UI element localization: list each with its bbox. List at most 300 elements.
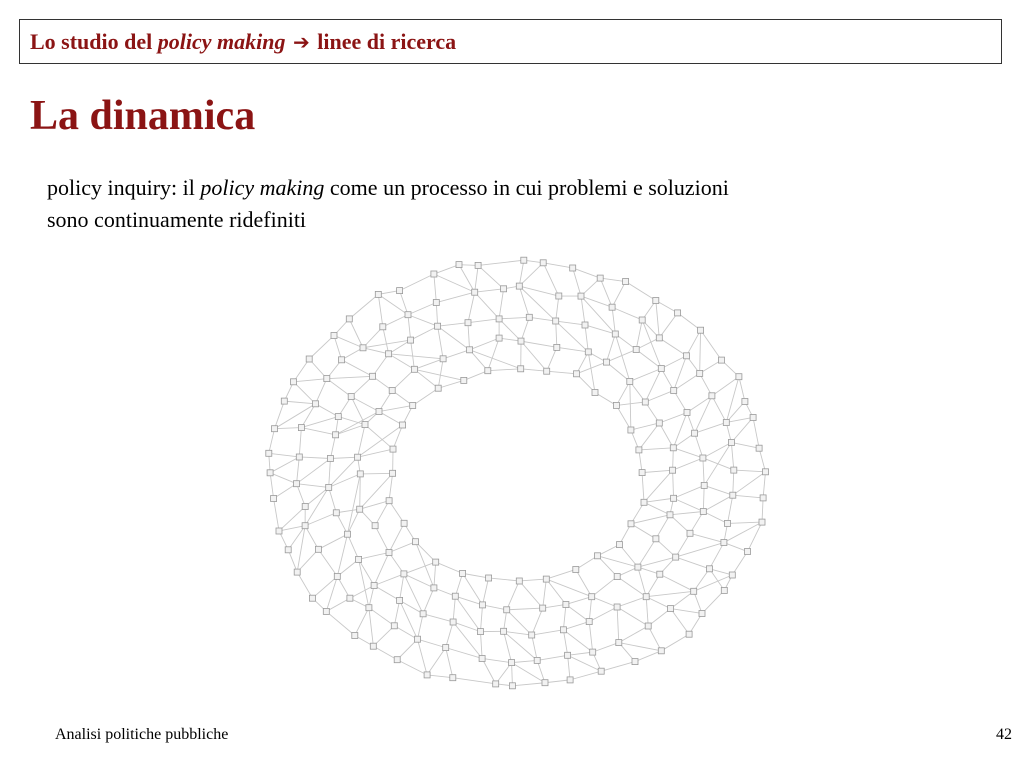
network-edge	[274, 499, 279, 531]
network-node	[578, 293, 584, 299]
network-edge	[418, 639, 428, 675]
network-node	[614, 574, 620, 580]
network-edge	[349, 294, 378, 319]
network-node	[699, 611, 705, 617]
footer-course-name: Analisi politiche pubbliche	[55, 726, 229, 743]
network-edge	[644, 470, 673, 502]
network-node	[294, 569, 300, 575]
network-edge	[573, 268, 581, 296]
body-line1-pre: policy inquiry: il	[47, 175, 195, 200]
network-edge	[483, 605, 507, 610]
network-edge	[350, 586, 374, 599]
network-node	[635, 564, 641, 570]
network-node	[424, 672, 430, 678]
network-edge	[348, 509, 360, 534]
network-node	[609, 304, 615, 310]
network-edge	[330, 457, 357, 458]
network-edge	[438, 326, 443, 359]
network-edge	[436, 562, 463, 573]
network-node	[540, 260, 546, 266]
network-node	[315, 546, 321, 552]
network-edge	[334, 335, 342, 359]
network-node	[386, 498, 392, 504]
network-edge	[612, 307, 615, 334]
network-edge	[703, 442, 731, 457]
network-node	[617, 542, 623, 548]
network-edge	[733, 472, 766, 495]
network-node	[408, 337, 414, 343]
network-edge	[270, 473, 296, 484]
network-edge	[674, 373, 700, 390]
network-node	[440, 356, 446, 362]
network-node	[653, 298, 659, 304]
network-edge	[701, 330, 722, 360]
network-edge	[297, 484, 329, 488]
network-node	[302, 504, 308, 510]
network-edge	[671, 609, 689, 635]
network-edge	[443, 350, 469, 359]
network-node	[339, 357, 345, 363]
network-edge	[702, 590, 724, 613]
network-edge	[337, 534, 347, 576]
network-edge	[556, 321, 585, 325]
network-edge	[363, 348, 389, 354]
network-node	[397, 288, 403, 294]
network-edge	[305, 487, 328, 506]
network-edge	[468, 292, 475, 323]
network-edge	[673, 458, 703, 470]
network-node	[326, 484, 332, 490]
network-edge	[434, 562, 436, 588]
network-node	[302, 523, 308, 529]
network-edge	[563, 604, 566, 629]
network-edge	[315, 379, 326, 404]
network-node	[333, 510, 339, 516]
network-edge	[734, 470, 766, 472]
network-node	[573, 567, 579, 573]
network-node	[372, 523, 378, 529]
network-node	[431, 585, 437, 591]
network-edge	[434, 274, 475, 292]
network-node	[401, 571, 407, 577]
network-node	[670, 445, 676, 451]
network-edge	[753, 417, 759, 448]
network-node	[723, 420, 729, 426]
network-node	[554, 344, 560, 350]
network-edge	[731, 442, 759, 448]
network-edge	[389, 542, 416, 553]
network-node	[560, 627, 566, 633]
network-node	[306, 356, 312, 362]
network-edge	[374, 586, 400, 601]
network-edge	[612, 307, 642, 320]
network-edge	[297, 572, 312, 598]
network-edge	[453, 678, 496, 684]
network-node	[386, 550, 392, 556]
network-node	[721, 587, 727, 593]
network-node	[670, 467, 676, 473]
network-node	[544, 368, 550, 374]
network-edge	[342, 360, 373, 377]
network-edge	[606, 362, 629, 381]
network-edge	[646, 597, 670, 609]
network-node	[346, 316, 352, 322]
network-node	[376, 409, 382, 415]
network-node	[348, 394, 354, 400]
network-edge	[521, 341, 557, 347]
network-node	[623, 279, 629, 285]
network-node	[701, 482, 707, 488]
network-edge	[305, 526, 318, 550]
network-edge	[305, 513, 336, 526]
network-node	[645, 623, 651, 629]
network-edge	[521, 341, 547, 371]
network-edge	[400, 274, 434, 291]
network-edge	[748, 522, 762, 551]
network-edge	[570, 671, 601, 680]
network-edge	[408, 315, 438, 326]
network-node	[411, 366, 417, 372]
network-edge	[468, 319, 499, 323]
network-node	[405, 312, 411, 318]
network-node	[658, 648, 664, 654]
network-node	[355, 454, 361, 460]
network-node	[475, 262, 481, 268]
network-edge	[724, 543, 748, 552]
network-edge	[673, 448, 703, 458]
network-node	[435, 323, 441, 329]
network-edge	[762, 498, 763, 522]
network-node	[516, 578, 522, 584]
network-edge	[488, 338, 499, 371]
network-edge	[305, 487, 329, 525]
network-node	[518, 338, 524, 344]
network-edge	[329, 474, 361, 487]
network-node	[731, 467, 737, 473]
network-node	[687, 530, 693, 536]
network-edge	[360, 473, 392, 474]
network-edge	[566, 604, 589, 621]
network-edge	[636, 320, 642, 350]
network-node	[756, 445, 762, 451]
network-edge	[659, 313, 677, 338]
network-edge	[378, 294, 408, 314]
network-edge	[695, 433, 703, 458]
network-node	[472, 289, 478, 295]
network-edge	[673, 470, 674, 498]
body-text	[47, 172, 967, 236]
network-edge	[642, 473, 644, 503]
network-edge	[418, 639, 446, 647]
page-number: 42	[996, 726, 1012, 743]
network-edge	[616, 405, 630, 430]
slide-header	[19, 19, 1002, 64]
network-node	[465, 320, 471, 326]
network-node	[750, 415, 756, 421]
network-edge	[507, 608, 543, 610]
network-node	[534, 657, 540, 663]
network-edge	[568, 655, 570, 680]
network-edge	[660, 574, 694, 591]
network-node	[700, 509, 706, 515]
network-edge	[589, 607, 617, 622]
network-node	[729, 572, 735, 578]
network-edge	[475, 292, 499, 319]
network-node	[501, 628, 507, 634]
network-edge	[635, 651, 661, 662]
network-node	[324, 376, 330, 382]
network-node	[574, 371, 580, 377]
network-edge	[674, 498, 704, 511]
network-node	[334, 573, 340, 579]
network-edge	[427, 648, 446, 675]
network-edge	[400, 600, 418, 639]
network-edge	[455, 596, 482, 605]
header-italic: policy making	[157, 29, 286, 54]
network-node	[728, 440, 734, 446]
network-node	[686, 631, 692, 637]
network-node	[496, 316, 502, 322]
network-edge	[297, 484, 306, 507]
network-edge	[379, 405, 413, 411]
network-edge	[656, 515, 670, 539]
network-edge	[700, 330, 701, 373]
network-edge	[568, 655, 602, 671]
network-node	[276, 528, 282, 534]
network-edge	[703, 495, 732, 511]
network-edge	[563, 622, 589, 630]
network-node	[362, 422, 368, 428]
network-edge	[731, 442, 733, 470]
network-edge	[631, 515, 670, 524]
body-line2: sono continuamente ridefiniti	[47, 207, 307, 232]
network-node	[719, 357, 725, 363]
network-edge	[600, 278, 625, 281]
network-edge	[389, 354, 443, 359]
network-node	[460, 570, 466, 576]
network-node	[327, 456, 333, 462]
network-edge	[438, 323, 468, 326]
network-edge	[404, 562, 436, 574]
network-node	[627, 378, 633, 384]
network-edge	[269, 453, 299, 457]
network-node	[480, 602, 486, 608]
network-edge	[329, 459, 331, 488]
network-node	[478, 629, 484, 635]
network-node	[658, 366, 664, 372]
network-node	[485, 368, 491, 374]
network-node	[759, 519, 765, 525]
network-node	[763, 469, 769, 475]
network-node	[380, 324, 386, 330]
network-edge	[521, 369, 547, 371]
network-edge	[327, 376, 373, 378]
network-node	[526, 314, 532, 320]
arrow-right-icon: ➔	[292, 30, 310, 54]
network-edge	[504, 631, 512, 662]
network-edge	[763, 472, 765, 498]
network-node	[370, 643, 376, 649]
network-edge	[297, 459, 331, 484]
network-node	[633, 347, 639, 353]
network-node	[543, 576, 549, 582]
network-edge	[294, 379, 327, 382]
network-edge	[512, 663, 513, 686]
network-edge	[375, 526, 389, 553]
network-edge	[414, 359, 443, 369]
network-edge	[661, 634, 689, 651]
network-node	[400, 422, 406, 428]
header-suffix: linee di ricerca	[317, 29, 457, 54]
network-edge	[294, 359, 310, 382]
network-node	[684, 410, 690, 416]
network-node	[516, 283, 522, 289]
network-node	[401, 520, 407, 526]
network-edge	[616, 381, 629, 405]
network-node	[352, 633, 358, 639]
network-edge	[463, 573, 489, 578]
network-edge	[676, 557, 710, 569]
network-edge	[519, 579, 546, 581]
network-edge	[617, 597, 646, 607]
network-edge	[690, 533, 724, 542]
network-edge	[626, 282, 656, 301]
network-edge	[670, 511, 703, 514]
network-node	[653, 536, 659, 542]
network-node	[586, 619, 592, 625]
network-node	[394, 657, 400, 663]
network-edge	[427, 675, 453, 678]
network-node	[657, 571, 663, 577]
network-edge	[499, 317, 529, 319]
network-node	[509, 660, 515, 666]
network-node	[335, 414, 341, 420]
network-edge	[759, 448, 765, 472]
slide-title: La dinamica	[30, 93, 256, 139]
network-edge	[612, 282, 625, 308]
network-edge	[470, 338, 500, 350]
network-node	[643, 594, 649, 600]
network-node	[725, 520, 731, 526]
network-node	[616, 640, 622, 646]
network-edge	[455, 596, 480, 631]
network-node	[366, 605, 372, 611]
network-edge	[568, 652, 593, 655]
network-edge	[413, 388, 439, 405]
network-edge	[507, 610, 532, 635]
network-edge	[400, 291, 408, 315]
network-edge	[644, 498, 674, 502]
network-edge	[453, 596, 455, 622]
network-edge	[646, 591, 694, 596]
network-edge	[659, 413, 687, 423]
network-node	[397, 597, 403, 603]
network-edge	[369, 608, 394, 626]
network-edge	[593, 643, 619, 653]
network-node	[595, 553, 601, 559]
network-node	[673, 554, 679, 560]
network-node	[721, 540, 727, 546]
network-edge	[488, 369, 521, 371]
network-node	[585, 349, 591, 355]
network-node	[556, 293, 562, 299]
body-line1-post: come un processo in cui problemi e soluzioni	[329, 175, 729, 200]
network-edge	[383, 315, 408, 327]
network-edge	[733, 495, 763, 498]
network-edge	[394, 600, 399, 625]
network-edge	[408, 303, 436, 315]
network-node	[450, 675, 456, 681]
network-node	[435, 385, 441, 391]
network-node	[628, 521, 634, 527]
network-node	[671, 495, 677, 501]
network-edge	[703, 458, 734, 470]
network-edge	[616, 402, 645, 405]
network-edge	[733, 470, 734, 495]
network-edge	[674, 485, 705, 498]
network-node	[461, 377, 467, 383]
network-edge	[459, 265, 475, 293]
network-edge	[475, 289, 504, 292]
network-edge	[703, 485, 704, 511]
network-edge	[480, 605, 482, 632]
network-node	[285, 547, 291, 553]
network-node	[742, 399, 748, 405]
network-edge	[606, 334, 615, 362]
network-edge	[739, 377, 745, 402]
network-edge	[519, 286, 559, 296]
network-edge	[436, 303, 437, 327]
network-edge	[529, 317, 555, 321]
network-node	[390, 470, 396, 476]
network-edge	[563, 630, 592, 652]
network-node	[639, 470, 645, 476]
network-edge	[573, 268, 600, 278]
network-edge	[438, 380, 464, 388]
network-edge	[349, 319, 363, 348]
network-node	[323, 608, 329, 614]
network-edge	[301, 428, 335, 435]
network-node	[675, 310, 681, 316]
network-edge	[566, 597, 592, 605]
network-edge	[644, 502, 670, 514]
network-node	[266, 450, 272, 456]
network-node	[745, 549, 751, 555]
network-node	[390, 446, 396, 452]
network-edge	[355, 608, 369, 636]
network-node	[529, 632, 535, 638]
network-node	[433, 300, 439, 306]
network-edge	[546, 569, 576, 579]
network-edge	[329, 487, 337, 512]
network-edge	[678, 313, 701, 330]
network-edge	[703, 511, 727, 523]
network-edge	[703, 458, 704, 485]
network-node	[456, 262, 462, 268]
network-node	[452, 593, 458, 599]
header-prefix: Lo studio del	[30, 29, 153, 54]
network-edge	[326, 611, 355, 635]
network-edge	[671, 609, 702, 614]
network-node	[760, 495, 766, 501]
network-edge	[309, 335, 334, 359]
torus-network-diagram	[255, 250, 785, 720]
network-node	[553, 318, 559, 324]
network-edge	[704, 485, 733, 495]
network-edge	[275, 428, 302, 429]
network-node	[563, 602, 569, 608]
network-node	[567, 677, 573, 683]
